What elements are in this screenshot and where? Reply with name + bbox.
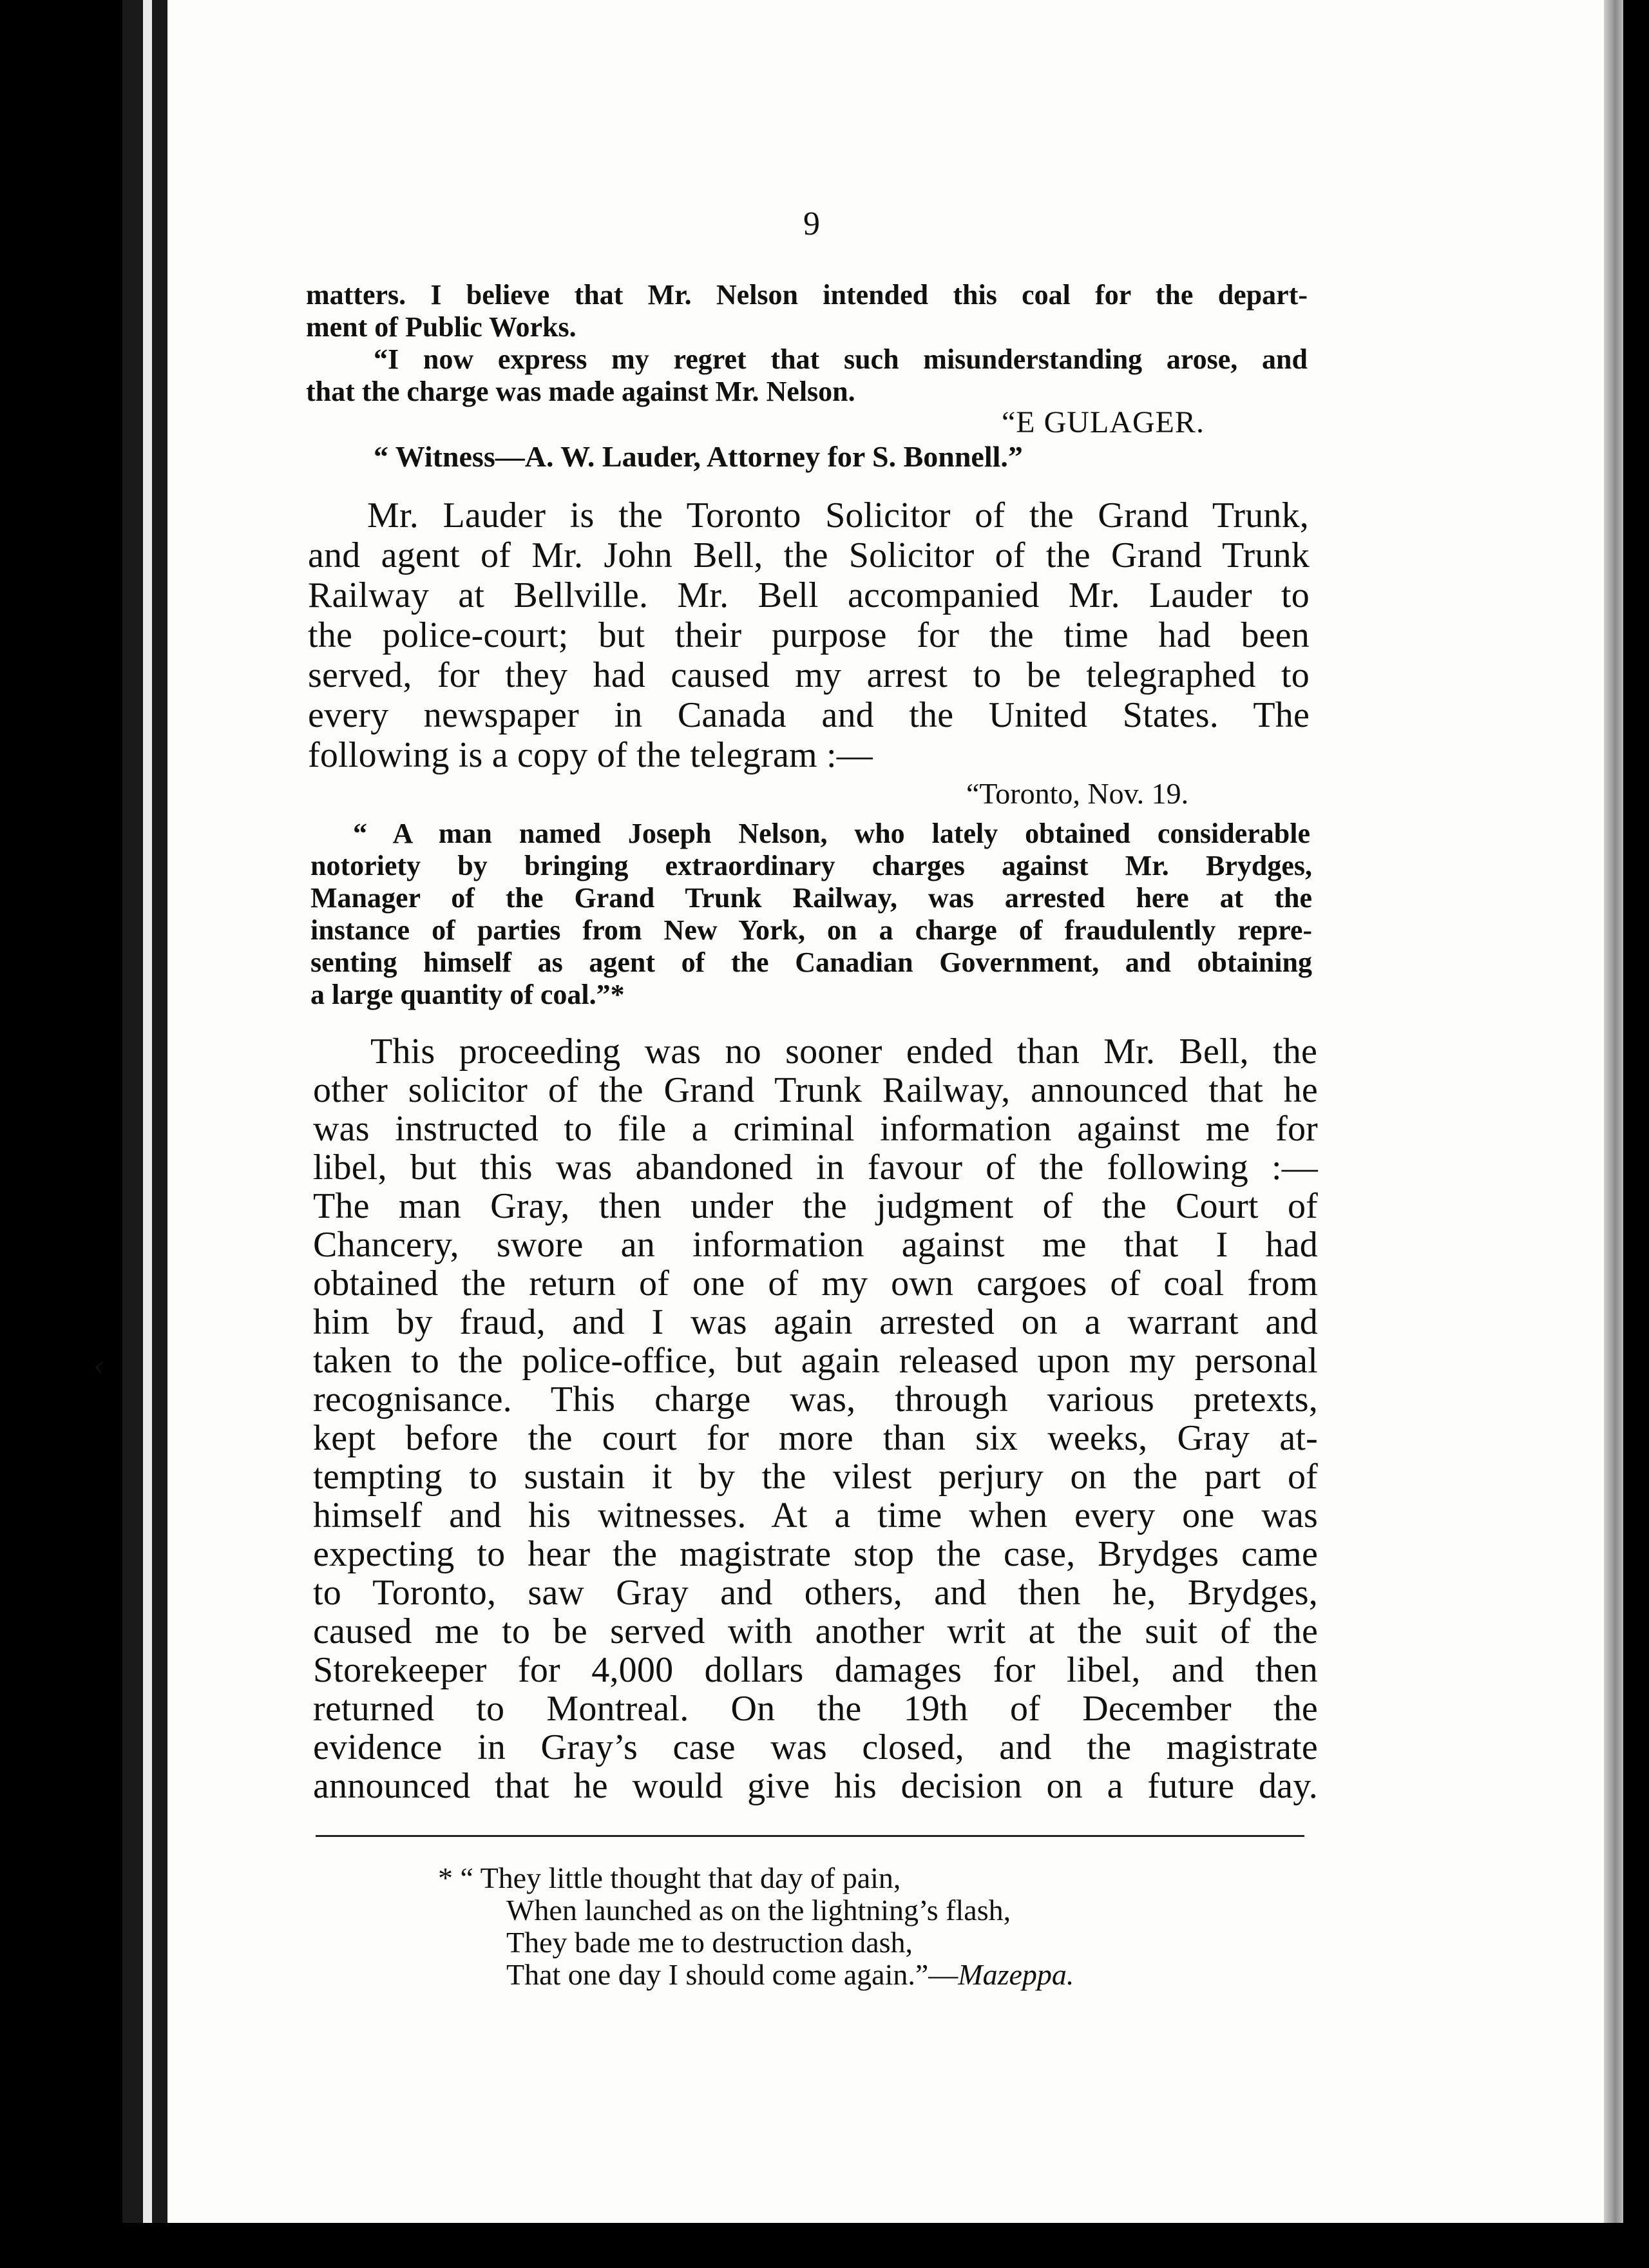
paragraph-line: every newspaper in Canada and the United States. The [308, 695, 1310, 735]
top-line: “I now express my regret that such misunderstanding arose, and [374, 343, 1308, 375]
telegram-line: a large quantity of coal.”* [310, 979, 625, 1010]
paragraph-line: him by fraud, and I was again arrested on a warrant and [313, 1302, 1318, 1342]
paragraph-line: Storekeeper for 4,000 dollars damages for libel, and then [313, 1650, 1318, 1690]
margin-mark: ‹ [93, 1350, 105, 1383]
paragraph-line: The man Gray, then under the judgment of the Court of [313, 1186, 1318, 1226]
telegram-dateline: “Toronto, Nov. 19. [966, 777, 1189, 810]
witness-line: “ Witness—A. W. Lauder, Attorney for S. Bonnell.” [374, 440, 1023, 473]
paragraph-line: This proceeding was no sooner ended than Mr. Bell, the [370, 1032, 1317, 1072]
telegram-line: instance of parties from New York, on a charge of fraudulently repre- [310, 914, 1312, 946]
top-line: matters. I believe that Mr. Nelson intended this coal for the depart- [306, 279, 1308, 311]
paragraph-line: kept before the court for more than six weeks, Gray at- [313, 1418, 1318, 1458]
paragraph-line: Chancery, swore an information against me that I had [313, 1225, 1318, 1265]
paragraph-line: to Toronto, saw Gray and others, and then he, Brydges, [313, 1573, 1318, 1613]
footnote-line: They bade me to destruction dash, [506, 1926, 913, 1959]
paragraph-line: libel, but this was abandoned in favour of the following :— [313, 1148, 1318, 1187]
paragraph-line: returned to Montreal. On the 19th of December the [313, 1689, 1318, 1729]
paragraph-line: obtained the return of one of my own cargoes of coal from [313, 1264, 1318, 1303]
top-line: ment of Public Works. [306, 311, 577, 343]
page-edge [1604, 0, 1623, 2223]
paragraph-line: and agent of Mr. John Bell, the Solicitor of the Grand Trunk [308, 535, 1310, 575]
paragraph-line: recognisance. This charge was, through various pretexts, [313, 1379, 1318, 1419]
paragraph-line: other solicitor of the Grand Trunk Railway, announced that he [313, 1070, 1318, 1110]
footnote-verse: That one day I should come again.”— [506, 1958, 958, 1991]
paragraph-line: was instructed to file a criminal information against me for [313, 1109, 1318, 1149]
signature: “E GULAGER. [1002, 405, 1205, 439]
paragraph-line: Railway at Bellville. Mr. Bell accompanied Mr. Lauder to [308, 575, 1310, 615]
scan-border [0, 2223, 1649, 2268]
footnote-line: * “ They little thought that day of pain, [438, 1861, 901, 1894]
paragraph-line: the police-court; but their purpose for the time had been [308, 615, 1310, 655]
telegram-line: “ A man named Joseph Nelson, who lately obtained considerable [353, 818, 1310, 849]
paragraph-line: announced that he would give his decision on a future day. [313, 1766, 1318, 1806]
footnote-line: When launched as on the lightning’s flash, [506, 1894, 1011, 1927]
paragraph-line: served, for they had caused my arrest to be telegraphed to [308, 655, 1310, 695]
binding-edge [143, 0, 152, 2223]
footnote-line [506, 1957, 1074, 1992]
telegram-line: senting himself as agent of the Canadian Government, and obtaining [310, 947, 1312, 978]
paragraph-line: caused me to be served with another writ at the suit of the [313, 1611, 1318, 1651]
paragraph-line: evidence in Gray’s case was closed, and the magistrate [313, 1727, 1318, 1767]
paragraph-line: tempting to sustain it by the vilest perjury on the part of [313, 1457, 1318, 1497]
top-line: that the charge was made against Mr. Nelson. [306, 376, 855, 407]
paragraph-line: following is a copy of the telegram :— [308, 735, 873, 775]
telegram-line: Manager of the Grand Trunk Railway, was arrested here at the [310, 882, 1312, 914]
paragraph-line: taken to the police-office, but again released upon my personal [313, 1341, 1318, 1381]
paragraph-line: Mr. Lauder is the Toronto Solicitor of the Grand Trunk, [367, 495, 1309, 535]
paragraph-line: expecting to hear the magistrate stop the case, Brydges came [313, 1534, 1318, 1574]
footnote-rule [316, 1835, 1304, 1837]
telegram-line: notoriety by bringing extraordinary charges against Mr. Brydges, [310, 850, 1312, 881]
paragraph-line: himself and his witnesses. At a time when every one was [313, 1495, 1318, 1535]
page-number: 9 [803, 206, 820, 242]
footnote-source: Mazeppa. [958, 1958, 1074, 1991]
